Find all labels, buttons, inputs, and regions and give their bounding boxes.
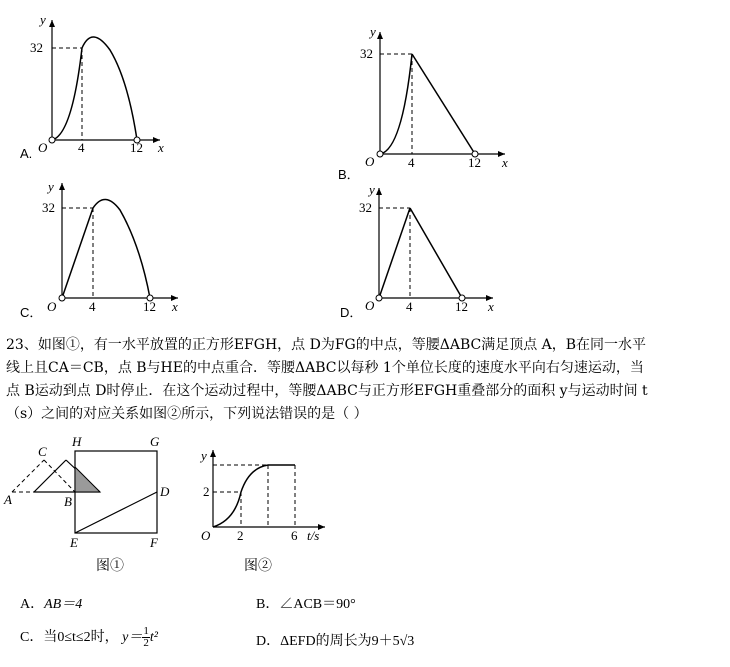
graph-b-y-label: y <box>370 24 376 39</box>
graph-c-origin: O <box>47 299 57 314</box>
fig2-x-tick2: 6 <box>291 528 298 543</box>
graph-a-origin: O <box>38 140 48 155</box>
question-number: 23、 <box>6 337 38 353</box>
graph-d-y-label: y <box>369 182 375 197</box>
graph-d-x-label: x <box>488 299 494 314</box>
fig1-label-b: B <box>64 494 72 509</box>
fig2-x-tick1: 2 <box>237 528 244 543</box>
graph-b-x-label: x <box>502 155 508 170</box>
answer-d[interactable] <box>256 630 414 650</box>
answer-c-formula-y: y＝ <box>122 630 143 645</box>
answer-b-label: B． <box>256 597 280 612</box>
graph-a-x-tick2: 12 <box>130 140 143 155</box>
question-line-1: 如图①，有一水平放置的正方形EFGH，点 D为FG的中点，等腰ΔABC满足顶点 A，B在同一水平 <box>37 337 647 353</box>
answer-a[interactable] <box>20 593 82 613</box>
fig2-origin: O <box>201 528 211 543</box>
question-text <box>6 334 726 426</box>
figure-2-caption: 图② <box>244 558 272 574</box>
answer-c[interactable] <box>20 626 158 649</box>
fig1-label-d: D <box>160 484 170 499</box>
answer-d-text: ΔEFD的周长为 <box>280 634 372 649</box>
answer-d-label: D． <box>256 634 281 649</box>
graph-a-y-tick: 32 <box>30 40 43 55</box>
graph-c-x-label: x <box>172 299 178 314</box>
answer-c-frac-num: 1 <box>143 625 149 638</box>
graph-d <box>345 180 545 320</box>
graph-b-origin: O <box>365 154 375 169</box>
graph-a-x-tick1: 4 <box>78 140 85 155</box>
answer-c-fraction <box>142 626 150 649</box>
graph-a-y-label: y <box>40 12 46 27</box>
graph-c-x-tick1: 4 <box>89 299 96 314</box>
question-line-4: （s）之间的对应关系如图②所示，下列说法错误的是（ ） <box>6 406 368 422</box>
answer-d-formula: 9＋5√3 <box>371 634 415 649</box>
graph-c-x-tick2: 12 <box>143 299 156 314</box>
fig2-x-label: t/s <box>307 528 320 543</box>
option-b-label: B． <box>338 167 360 182</box>
fig1-label-f: F <box>150 535 158 550</box>
fig1-label-h: H <box>72 434 82 449</box>
answer-a-label: A． <box>20 597 45 612</box>
graph-d-x-tick1: 4 <box>406 299 413 314</box>
question-line-3: 点 B运动到点 D时停止．在这个运动过程中，等腰ΔABC与正方形EFGH重叠部分的面积 y与运动时间 t <box>6 383 648 399</box>
figure-1 <box>0 432 190 552</box>
answer-c-formula-t: t² <box>149 630 158 645</box>
graph-c-y-tick: 32 <box>42 200 55 215</box>
answer-c-text: 当0≤t≤2时， <box>43 630 119 645</box>
option-a-label: A. <box>20 146 33 161</box>
graph-b-y-tick: 32 <box>360 46 373 61</box>
fig2-y-label: y <box>201 448 207 463</box>
graph-a <box>0 0 200 165</box>
answer-b[interactable] <box>256 593 356 613</box>
graph-b <box>340 20 540 175</box>
graph-b-x-tick2: 12 <box>468 155 481 170</box>
graph-d-y-tick: 32 <box>359 200 372 215</box>
answer-c-frac-den: 2 <box>143 637 149 650</box>
graph-d-x-tick2: 12 <box>455 299 468 314</box>
answer-c-label: C． <box>20 630 44 645</box>
figure-2 <box>195 440 345 550</box>
fig1-label-e: E <box>70 535 78 550</box>
graph-a-x-label: x <box>158 140 164 155</box>
answer-b-text: ∠ACB＝90° <box>279 597 356 612</box>
graph-d-origin: O <box>365 298 375 313</box>
fig1-label-g: G <box>150 434 160 449</box>
figure-1-caption: 图① <box>96 558 124 574</box>
fig2-y-tick: 2 <box>203 484 210 499</box>
fig1-label-a: A <box>4 492 12 507</box>
graph-b-x-tick1: 4 <box>408 155 415 170</box>
question-line-2: 线上且CA＝CB，点 B与HE的中点重合．等腰ΔABC以每秒 1个单位长度的速度水平向右匀速运动，当 <box>6 360 644 376</box>
graph-c <box>0 175 200 320</box>
graph-c-y-label: y <box>48 179 54 194</box>
option-c-label: C． <box>20 305 43 320</box>
answer-a-text: AB＝4 <box>44 597 83 612</box>
fig1-label-c: C <box>38 444 47 459</box>
option-d-label: D． <box>340 305 363 320</box>
